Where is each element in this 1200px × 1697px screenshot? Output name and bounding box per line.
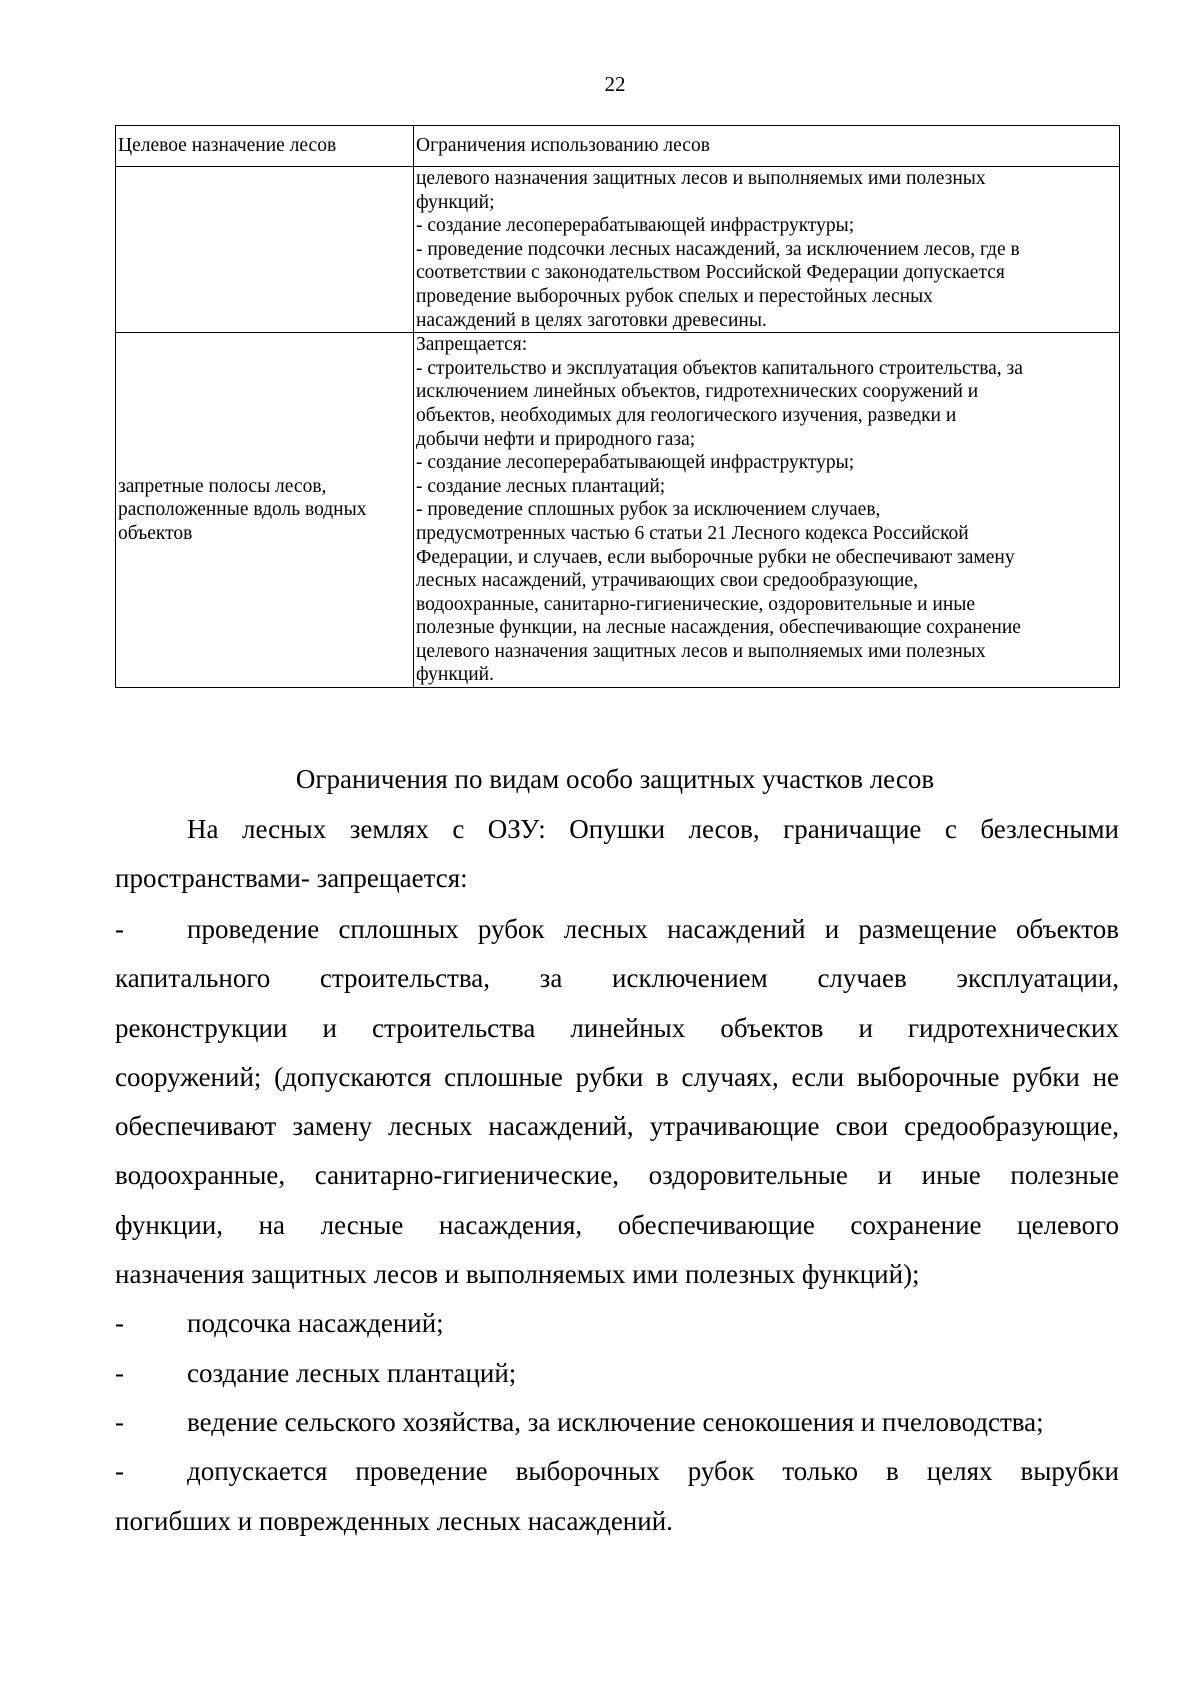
cell-line: исключением линейных объектов, гидротехнических сооружений и [416,381,979,403]
cell-line: водоохранные, санитарно-гигиенические, оздоровительные и иные [416,593,976,615]
cell-line: насаждений в целях заготовки древесины. [416,309,767,331]
purpose-cell [116,167,414,333]
paragraph-line: пространствами- запрещается: [115,863,468,894]
bullet-dash: - [115,1308,124,1339]
cell-line: - проведение сплошных рубок за исключением случаев, [416,499,881,521]
purpose-cell [116,333,414,688]
cell-line: Федерации, и случаев, если выборочные рубки не обеспечивают замену [416,546,1015,568]
page-number: 22 [604,72,626,96]
cell-line: - строительство и эксплуатация объектов капитального строительства, за [416,357,1023,379]
bullet-dash: - [115,1456,124,1487]
restrictions-cell [414,333,1120,688]
cell-line: расположенные вдоль водных [118,499,367,521]
paragraph-line: водоохранные, санитарно-гигиенические, оздоровительные и иные полезные [115,1160,1119,1191]
cell-line: добычи нефти и природного газа; [416,428,696,450]
cell-line: полезные функции, на лесные насаждения, обеспечивающие сохранение [416,617,1021,639]
cell-line: - создание лесоперерабатывающей инфраструктуры; [416,452,855,474]
paragraph-line: реконструкции и строительства линейных объектов и гидротехнических [115,1012,1119,1043]
bullet-text: создание лесных плантаций; [187,1357,517,1388]
cell-line: лесных насаждений, утрачивающих свои средообразующие, [416,570,918,592]
bullet-text: ведение сельского хозяйства, за исключение сенокошения и пчеловодства; [187,1406,1044,1437]
bullet-dash: - [115,1406,124,1437]
cell-line: объектов, необходимых для геологического изучения, разведки и [416,404,957,426]
cell-line: соответствии с законодательством Российской Федерации допускается [416,262,1005,284]
list-item [115,1299,1119,1348]
bullet-text: подсочка насаждений; [187,1308,444,1339]
restrictions-cell [414,167,1120,333]
bullet-list [115,905,1119,1546]
cell-line: запретные полосы лесов, [118,475,327,497]
paragraph-line: погибших и поврежденных лесных насаждений. [115,1505,673,1536]
table-row [116,167,1120,333]
cell-line: объектов [118,522,193,544]
paragraph-line: назначения защитных лесов и выполняемых ими полезных функций); [115,1259,920,1290]
bullet-text: допускается проведение выборочных рубок только в целях вырубки [187,1456,1119,1487]
section-title: Ограничения по видам особо защитных участков лесов [295,764,935,794]
forest-restrictions-table [115,125,1120,688]
list-item [115,1349,1119,1398]
bullet-text: проведение сплошных рубок лесных насаждений и размещение объектов [187,914,1119,944]
list-item [115,1447,1119,1496]
list-item [115,1398,1119,1447]
bullet-dash: - [115,914,124,944]
paragraph-line: обеспечивают замену лесных насаждений, утрачивающие свои средообразующие, [115,1111,1119,1142]
bullet-dash: - [115,1357,124,1388]
cell-line: - проведение подсочки лесных насаждений, за исключением лесов, где в [416,238,1020,260]
list-item [115,905,1119,954]
paragraph-line: На лесных землях с ОЗУ: Опушки лесов, граничащие с безлесными [187,814,1119,844]
table-header-row [116,126,1120,167]
cell-line: функций. [416,664,494,686]
cell-line: - создание лесоперерабатывающей инфраструктуры; [416,215,855,237]
header-restrictions: Ограничения использованию лесов [414,126,1120,167]
header-purpose: Целевое назначение лесов [116,126,414,167]
cell-line: целевого назначения защитных лесов и выполняемых ими полезных [416,640,986,662]
cell-line: проведение выборочных рубок спелых и перестойных лесных [416,285,933,307]
paragraph-line: функции, на лесные насаждения, обеспечивающие сохранение целевого [115,1209,1119,1240]
intro-paragraph [115,805,1119,904]
table-row [116,333,1120,688]
cell-line: функций; [416,191,495,213]
paragraph-line: сооружений; (допускаются сплошные рубки в случаях, если выборочные рубки не [115,1061,1119,1092]
paragraph-line: капитального строительства, за исключением случаев эксплуатации, [115,963,1119,994]
cell-line: предусмотренных частью 6 статьи 21 Лесного кодекса Российской [416,522,969,544]
cell-line: Запрещается: [416,334,528,356]
cell-line: - создание лесных плантаций; [416,475,666,497]
cell-line: целевого назначения защитных лесов и выполняемых ими полезных [416,168,986,189]
